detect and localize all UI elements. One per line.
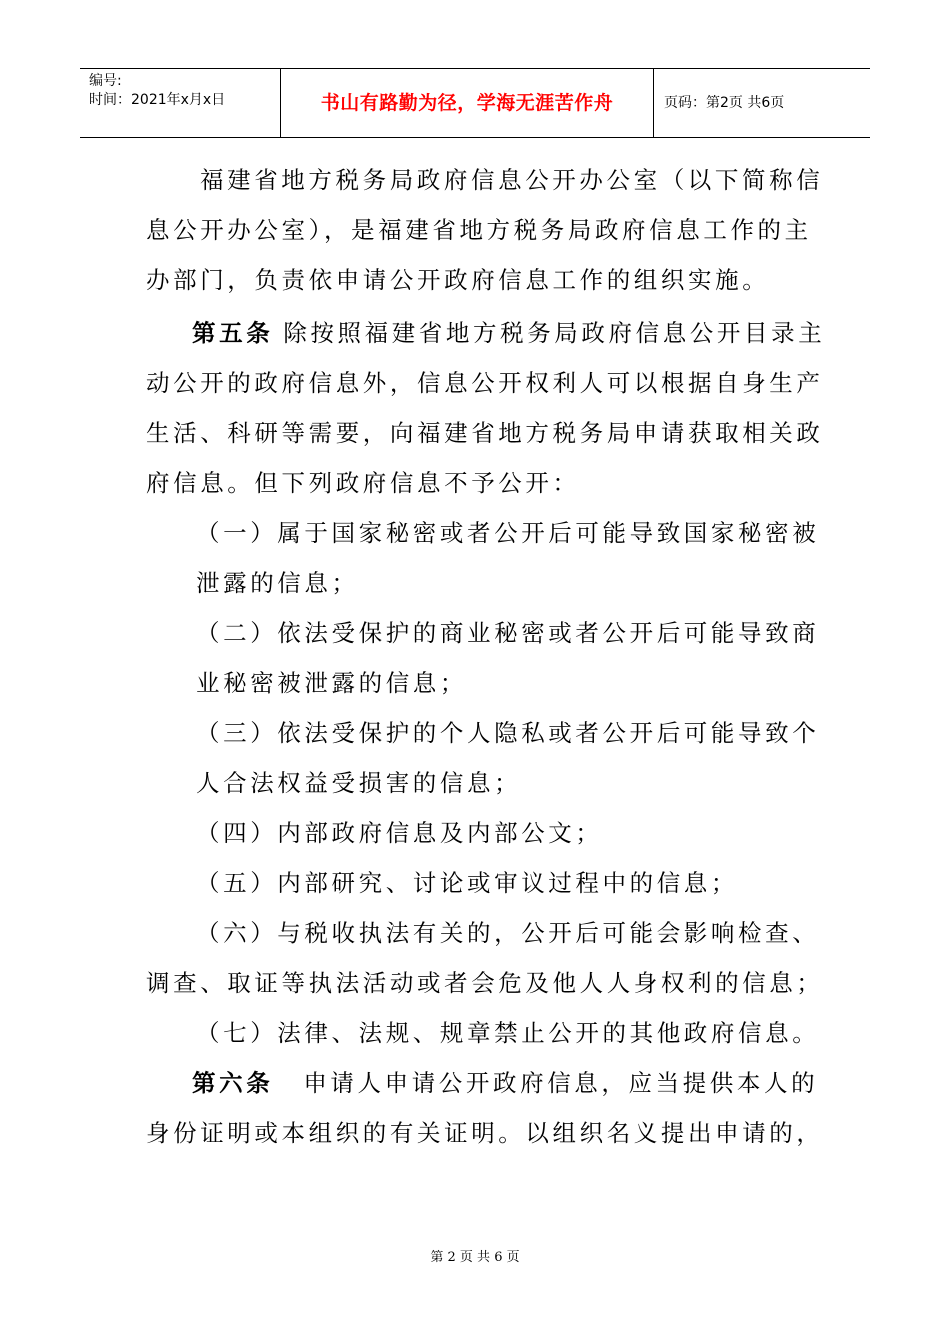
list-item-2-cont: 业秘密被泄露的信息； xyxy=(196,669,467,697)
body-line-text: 申请人申请公开政府信息，应当提供本人的 xyxy=(303,1069,819,1097)
list-item-4: （四）内部政府信息及内部公文； xyxy=(196,819,603,847)
body-line-text: 除按照福建省地方税务局政府信息公开目录主 xyxy=(283,319,826,347)
page-header xyxy=(80,68,870,138)
header-motto-cell xyxy=(281,69,654,137)
list-item-5: （五）内部研究、讨论或审议过程中的信息； xyxy=(196,869,738,897)
list-item-6-cont: 调查、取证等执法活动或者会危及他人人身权利的信息； xyxy=(146,969,824,997)
list-item-2: （二）依法受保护的商业秘密或者公开后可能导致商 xyxy=(196,619,820,647)
date-label: 时间：2021年x月x日 xyxy=(89,92,226,108)
article-5-label: 第五条 xyxy=(192,319,274,347)
list-item-3: （三）依法受保护的个人隐私或者公开后可能导致个 xyxy=(196,719,820,747)
body-line: 身份证明或本组织的有关证明。以组织名义提出申请的， xyxy=(146,1119,824,1147)
header-page-code: 页码：第2页 共6页 xyxy=(664,95,785,111)
list-item-1-cont: 泄露的信息； xyxy=(196,569,359,597)
article-5-line xyxy=(192,317,825,349)
header-info-cell xyxy=(80,69,281,137)
list-item-1: （一）属于国家秘密或者公开后可能导致国家秘密被 xyxy=(196,519,820,547)
body-line: 生活、科研等需要，向福建省地方税务局申请获取相关政 xyxy=(146,419,824,447)
header-motto: 书山有路勤为径，学海无涯苦作舟 xyxy=(320,92,614,114)
header-page-cell xyxy=(654,69,870,137)
serial-number-label: 编号: xyxy=(89,73,122,89)
page-footer: 第 2 页 共 6 页 xyxy=(430,1250,520,1265)
body-line: 府信息。但下列政府信息不予公开： xyxy=(146,469,580,497)
list-item-7: （七）法律、法规、规章禁止公开的其他政府信息。 xyxy=(196,1019,820,1047)
body-line: 息公开办公室），是福建省地方税务局政府信息工作的主 xyxy=(146,216,812,244)
article-6-label: 第六条 xyxy=(192,1069,274,1097)
list-item-6: （六）与税收执法有关的，公开后可能会影响检查、 xyxy=(196,919,820,947)
body-line: 办部门，负责依申请公开政府信息工作的组织实施。 xyxy=(146,266,770,294)
body-line: 福建省地方税务局政府信息公开办公室（以下简称信 xyxy=(200,166,824,194)
article-6-line xyxy=(192,1067,818,1099)
body-line: 动公开的政府信息外，信息公开权利人可以根据自身生产 xyxy=(146,369,824,397)
list-item-3-cont: 人合法权益受损害的信息； xyxy=(196,769,522,797)
